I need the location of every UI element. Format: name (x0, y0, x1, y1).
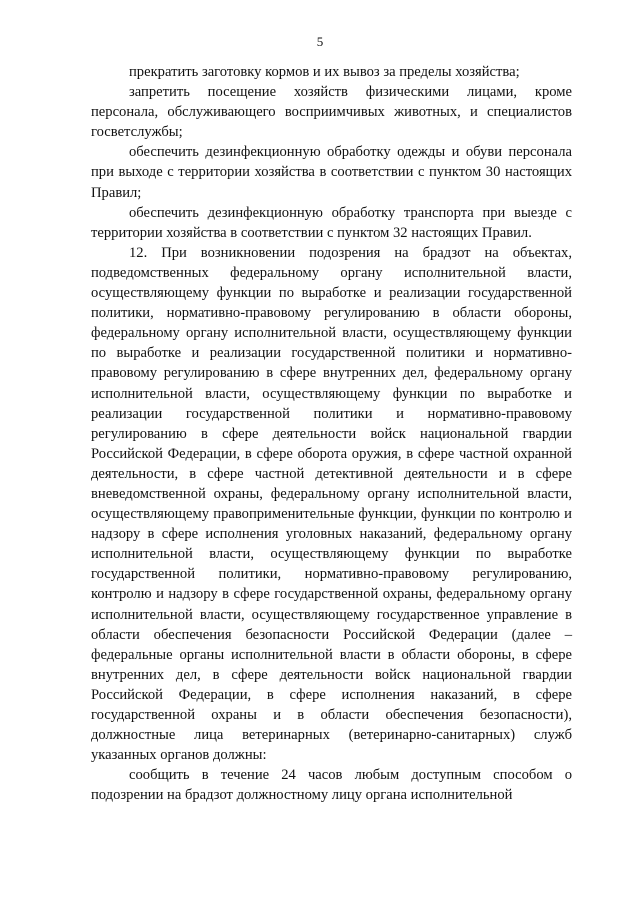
paragraph-disinfect-clothing: обеспечить дезинфекционную обработку одежды и обуви персонала при выходе с территории хозяйства в соответствии с пунктом 30 настоящих Правил; (91, 144, 572, 201)
paragraph-prohibit-visits: запретить посещение хозяйств физическими лицами, кроме персонала, обслуживающего восприимчивых животных, и специалистов госветслужбы; (91, 84, 572, 141)
paragraph-report-suspicion: сообщить в течение 24 часов любым доступным способом о подозрении на брадзот должностному лицу органа исполнительной (91, 767, 572, 804)
page-number: 5 (316, 34, 324, 49)
paragraph-stop-feed-harvesting: прекратить заготовку кормов и их вывоз за пределы хозяйства; (129, 64, 520, 80)
paragraph-disinfect-transport: обеспечить дезинфекционную обработку транспорта при выезде с территории хозяйства в соответствии с пунктом 32 настоящих Правил. (91, 204, 572, 241)
document-body (91, 62, 572, 805)
paragraph-clause-12: 12. При возникновении подозрения на брадзот на объектах, подведомственных федеральному органу исполнительной власти, осуществляющему функции по выработке и реализации государственной политики, нормативно-правовому регулированию в области обороны, федеральному органу исполнительной власти, осуществляющему функции по выработке и реализации государственной политики и нормативно-правовому регулированию в сфере внутренних дел, федеральному органу исполнительной власти, осуществляющему функции по выработке и реализации государственной политики и нормативно-правовому регулированию в сфере деятельности войск национальной гвардии Российской Федерации, в сфере оборота оружия, в сфере частной охранной деятельности, в сфере частной детективной деятельности и в сфере вневедомственной охраны, федеральному органу исполнительной власти, осуществляющему правоприменительные функции, функции по контролю и надзору в сфере исполнения уголовных наказаний, федеральному органу исполнительной власти, осуществляющему функции по выработке государственной политики, нормативно-правовому регулированию, контролю и надзору в сфере государственной охраны, федеральному органу исполнительной власти, осуществляющему государственное управление в области обеспечения безопасности Российской Федерации (далее – федеральные органы исполнительной власти в области обороны, в сфере внутренних дел, в сфере деятельности войск национальной гвардии Российской Федерации, в сфере исполнения наказаний, в сфере государственной охраны и в области обеспечения безопасности), должностные лица ветеринарных (ветеринарно-санитарных) служб указанных органов должны: (91, 244, 572, 764)
